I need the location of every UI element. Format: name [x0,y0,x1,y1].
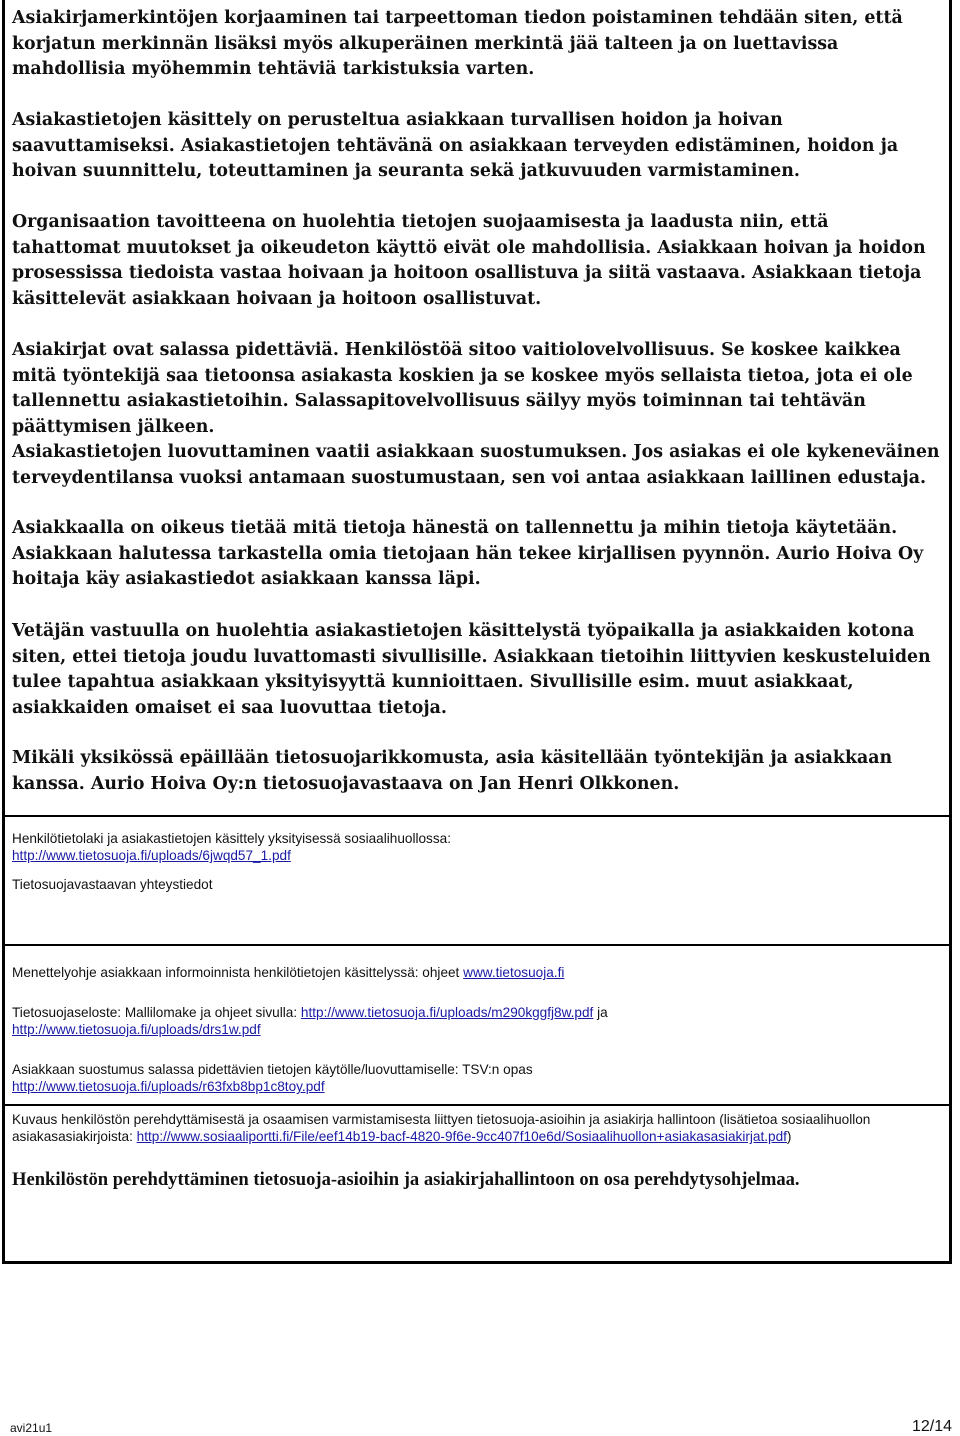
reference-text: Tietosuojaseloste: Mallilomake ja ohjeet sivulla: [12,1005,301,1020]
reference-text: Menettelyohje asiakkaan informoinnista henkilötietojen käsittelyssä: ohjeet [12,965,464,980]
reference-privacy-statement [12,1004,942,1038]
reference-link[interactable]: http://www.tietosuoja.fi/uploads/drs1w.pdf [12,1022,261,1038]
reference-link[interactable]: http://www.tietosuoja.fi/uploads/r63fxb8bp1c8toy.pdf [12,1079,325,1095]
paragraph-processing-basis: Asiakastietojen käsittely on perusteltua asiakkaan turvallisen hoidon ja hoivan saavuttamiseksi. Asiakastietojen tehtävänä on asiakkaan terveyden edistäminen, hoidon ja hoivan suunnittelu, toteuttaminen ja seuranta sekä jatkuvuuden varmistaminen. [12,110,899,181]
paragraph-leader-responsibility: Vetäjän vastuulla on huolehtia asiakastietojen käsittelystä työpaikalla ja asiakkaiden kotona siten, ettei tietoja joudu luvattomasti sivullisille. Asiakkaan tietoihin liittyvien keskusteluiden tulee tapahtua asiakkaan yksityisyyttä kunnioittaen. Sivullisille esim. muut asiakkaat, asiakkaiden omaiset ei saa luovuttaa tietoja. [12,621,931,718]
paragraph-right-to-know: Asiakkaalla on oikeus tietää mitä tietoja hänestä on tallennettu ja mihin tietoja käytetään. Asiakkaan halutessa tarkastella omia tietojaan hän tekee kirjallisen pyynnön. Aurio Hoiva Oy hoitaja käy asiakastiedot asiakkaan kanssa läpi. [12,518,924,589]
document-id: avi21u1 [10,1421,53,1435]
reference-consent-guide [12,1061,942,1095]
reference-staff-orientation [12,1111,942,1145]
paragraph-confidentiality: Asiakirjat ovat salassa pidettäviä. Henkilöstöä sitoo vaitiolovelvollisuus. Se koskee kaikkea mitä työntekijä saa tietoonsa asiakasta koskien ja se koskee myös sellaista tietoa, jota ei ole tallennettu asiakastietoihin. Salassapitovelvollisuus säilyy myös toiminnan tai tehtävän päättymisen jälkeen. [12,340,913,437]
divider [4,1104,950,1106]
divider [4,815,950,817]
reference-link[interactable]: http://www.tietosuoja.fi/uploads/6jwqd57_1.pdf [12,848,291,864]
reference-text: ja [593,1005,608,1020]
paragraph-organisation-goal: Organisaation tavoitteena on huolehtia tietojen suojaamisesta ja laadusta niin, että tahattomat muutokset ja oikeudeton käyttö eivät ole mahdollisia. Asiakkaan hoivan ja hoidon prosessissa tiedoista vastaa hoivaan ja hoitoon osallistuva ja siitä vastaava. Asiakkaan tietoja käsittelevät asiakkaan hoivaan ja hoitoon osallistuvat. [12,212,926,309]
closing-statement: Henkilöstön perehdyttäminen tietosuoja-asioihin ja asiakirjahallintoon on osa perehdytysohjelmaa. [12,1169,800,1190]
divider [4,944,950,946]
paragraph-record-correction: Asiakirjamerkintöjen korjaaminen tai tarpeettoman tiedon poistaminen tehdään siten, että korjatun merkinnän lisäksi myös alkuperäinen merkintä jää talteen ja on luettavissa mahdollisia myöhemmin tehtäviä tarkistuksia varten. [12,8,903,79]
reference-informing-guide [12,964,942,981]
reference-link[interactable]: http://www.sosiaaliportti.fi/File/eef14b19-bacf-4820-9f6e-9cc407f10e6d/Sosiaalihuollon+asiakasasiakirjat.pdf [136,1129,787,1145]
reference-link[interactable]: http://www.tietosuoja.fi/uploads/m290kggfj8w.pdf [300,1005,594,1020]
page-number: 12/14 [911,1418,952,1435]
reference-text: Henkilötietolaki ja asiakastietojen käsittely yksityisessä sosiaalihuollossa: [12,831,451,846]
reference-text: Kuvaus henkilöstön perehdyttämisestä ja osaamisen varmistamisesta liittyen tietosuoja-asioihin ja asiakirja hallintoon (lisätietoa sosiaalihuollon asiakasasiakirjoista: [12,1112,871,1145]
reference-personal-data-act [12,830,942,864]
reference-text: ) [786,1129,792,1145]
reference-text: Asiakkaan suostumus salassa pidettävien tietojen käytölle/luovuttamiselle: TSV:n opas [12,1062,533,1077]
paragraph-disclosure-consent: Asiakastietojen luovuttaminen vaatii asiakkaan suostumuksen. Jos asiakas ei ole kykeneväinen terveydentilansa vuoksi antamaan suostumustaan, sen voi antaa asiakkaan laillinen edustaja. [12,442,940,488]
reference-contact-info: Tietosuojavastaavan yhteystiedot [12,877,213,892]
reference-link[interactable]: www.tietosuoja.fi [463,965,565,980]
paragraph-privacy-officer: Mikäli yksikössä epäillään tietosuojarikkomusta, asia käsitellään työntekijän ja asiakkaan kanssa. Aurio Hoiva Oy:n tietosuojavastaava on Jan Henri Olkkonen. [12,748,893,794]
